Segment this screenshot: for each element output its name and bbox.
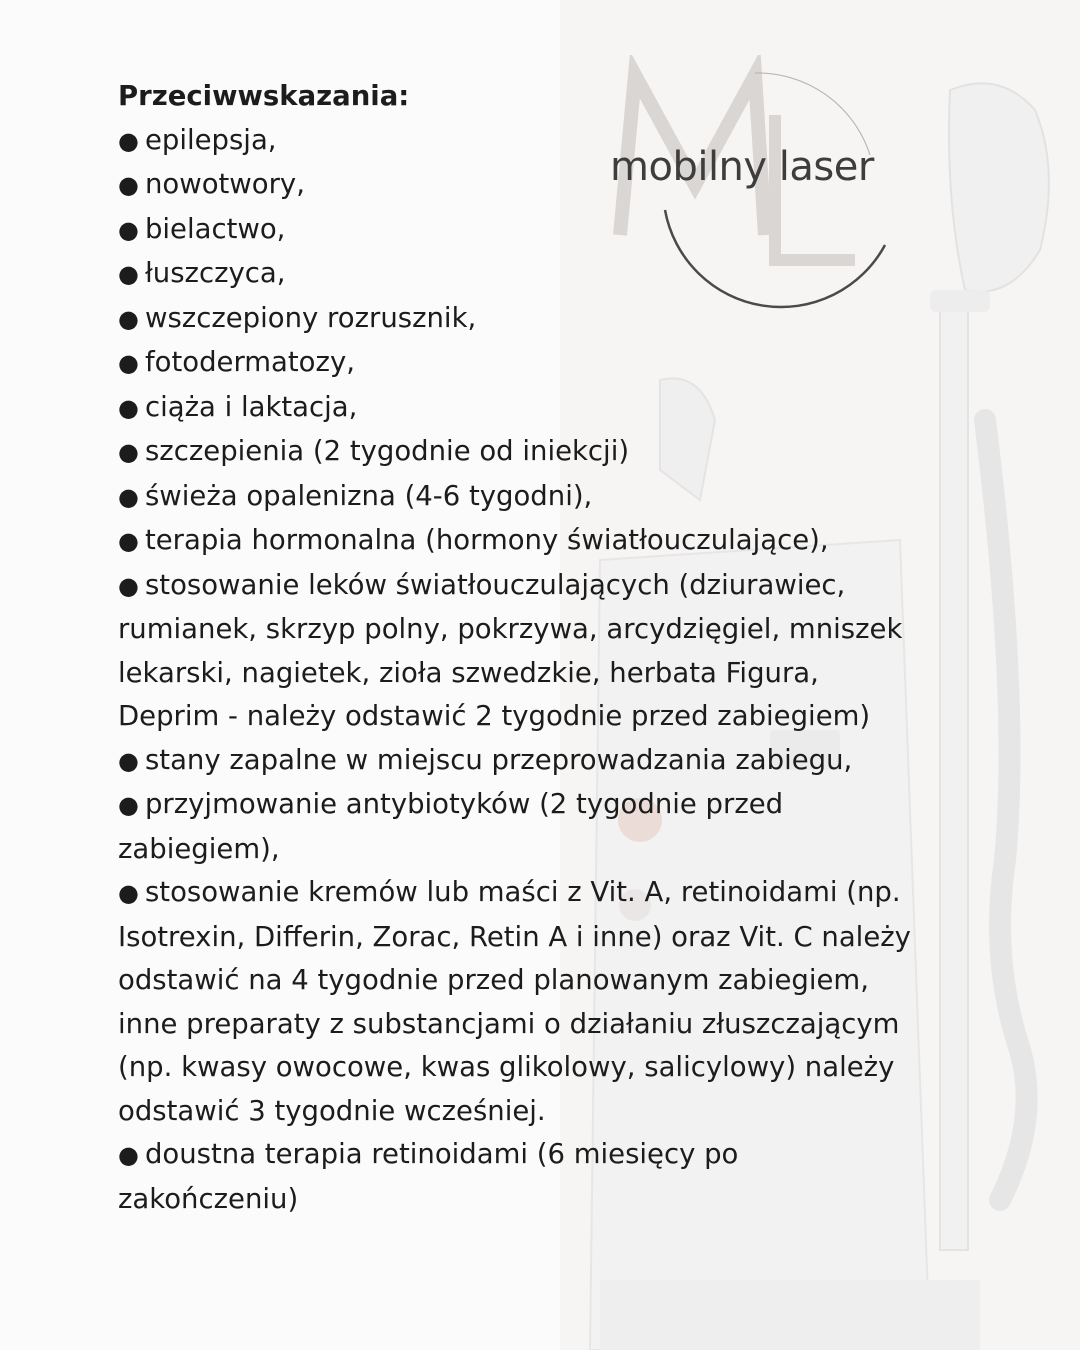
bullet-icon: ● [118,527,139,555]
contraindications-section [118,75,918,1221]
list-item [118,475,918,520]
bullet-icon: ● [118,571,139,600]
bullet-icon: ● [118,126,139,155]
contraindications-list [118,119,918,1222]
bullet-icon: ● [118,482,139,511]
list-item-text: stany zapalne w miejscu przeprowadzania zabiegu, [144,743,853,776]
bullet-icon: ● [118,349,139,377]
bullet-icon: ● [118,171,139,199]
list-item-text: bielactwo, [144,212,286,245]
list-item [118,208,918,253]
list-item [118,341,918,386]
section-heading: Przeciwwskazania: [118,80,410,112]
list-item-text: szczepienia (2 tygodnie od iniekcji) [144,435,630,467]
list-item-text: fotodermatozy, [144,346,355,378]
list-item-text: doustna terapia retinoidami (6 miesięcy po zakończeniu) [118,1138,739,1215]
list-item-text: terapia hormonalna (hormony światłouczulające), [144,524,829,556]
list-item-text: stosowanie leków światłouczulających (dziurawiec, rumianek, skrzyp polny, pokrzywa, arcydzięgiel, mniszek lekarski, nagietek, zioła szwedzkie, herbata Figura, Deprim - należy odstawić 2 tygodnie przed zabiegiem) [118,568,903,732]
bullet-icon: ● [118,215,139,244]
bullet-icon: ● [118,304,139,333]
list-item [118,430,918,475]
list-item [118,739,918,784]
bullet-icon: ● [118,260,139,288]
list-item [118,163,918,208]
list-item [118,252,918,297]
list-item [118,1133,918,1221]
list-item-text: epilepsja, [144,123,277,156]
logo-text: mobilny laser [610,144,874,190]
bullet-icon: ● [118,791,139,819]
list-item [118,564,918,739]
bullet-icon: ● [118,879,139,907]
list-item-text: wszczepiony rozrusznik, [144,301,477,334]
list-item [118,783,918,871]
list-item [118,386,918,431]
list-item-text: przyjmowanie antybiotyków (2 tygodnie przed zabiegiem), [118,788,784,865]
list-item-text: stosowanie kremów lub maści z Vit. A, retinoidami (np. Isotrexin, Differin, Zorac, Retin A i inne) oraz Vit. C należy odstawić na 4 tygodnie przed planowanym zabiegiem, inne preparaty z substancjami o działaniu złuszczającym (np. kwasy owocowe, kwas glikolowy, salicylowy) należy odstawić 3 tygodnie wcześniej. [118,876,911,1127]
list-item-text: ciąża i laktacja, [144,390,358,423]
bullet-icon: ● [118,393,139,422]
list-item [118,519,918,564]
bullet-icon: ● [118,746,139,775]
bullet-icon: ● [118,1141,139,1169]
list-item [118,297,918,342]
list-item [118,871,918,1133]
bullet-icon: ● [118,438,139,466]
list-item [118,119,918,164]
list-item-text: nowotwory, [144,168,305,200]
list-item-text: świeża opalenizna (4-6 tygodni), [144,479,593,512]
list-item-text: łuszczyca, [144,257,286,289]
